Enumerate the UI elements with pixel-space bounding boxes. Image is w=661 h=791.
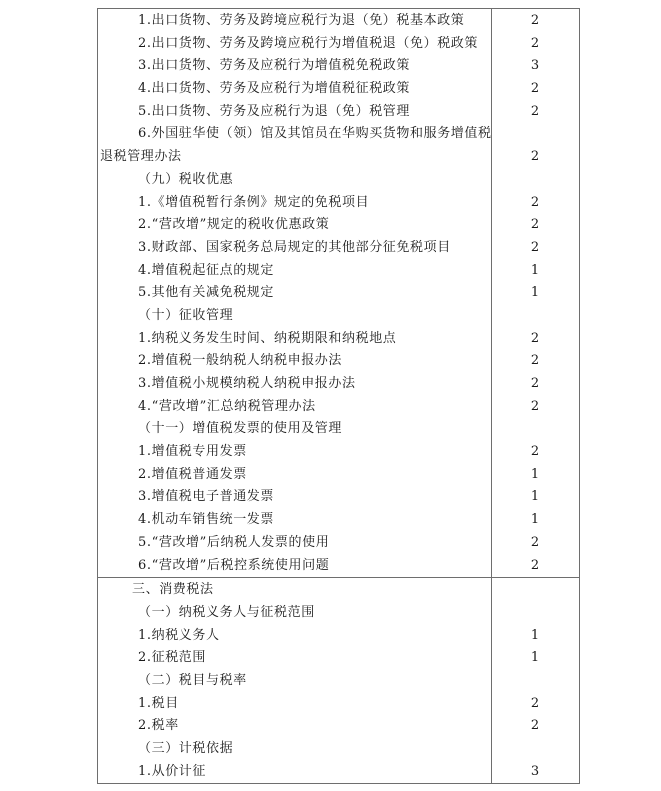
table-row [98, 464, 579, 487]
row-level: 1 [530, 650, 540, 666]
table-row [98, 305, 579, 328]
table-row [98, 555, 579, 578]
table-row [98, 10, 579, 33]
row-level: 3 [530, 58, 540, 74]
table-row [98, 101, 579, 124]
row-topic: 3.增值税电子普通发票 [138, 489, 275, 505]
row-topic: 3.增值税小规模纳税人纳税申报办法 [138, 376, 356, 391]
table-row [98, 78, 579, 101]
row-topic: 2.增值税一般纳税人纳税申报办法 [138, 353, 343, 369]
table-row [98, 647, 579, 670]
row-topic: 4.增值税起征点的规定 [138, 262, 275, 278]
table-row [98, 146, 579, 169]
row-level: 2 [530, 13, 540, 28]
row-topic: 1.出口货物、劳务及跨境应税行为退（免）税基本政策 [138, 13, 465, 28]
row-topic: （三）计税依据 [138, 741, 234, 756]
table-row [98, 579, 579, 602]
row-topic: 1.纳税义务人 [138, 627, 220, 643]
row-topic: （九）税收优惠 [138, 171, 234, 187]
row-level: 2 [530, 353, 540, 369]
row-level: 1 [530, 466, 540, 482]
row-level: 2 [530, 330, 540, 346]
row-level: 1 [530, 285, 540, 301]
row-topic: 1.从价计征 [138, 763, 207, 779]
row-level: 2 [530, 194, 540, 210]
row-topic: 2.税率 [138, 718, 179, 734]
table-row [98, 738, 579, 761]
row-level: 2 [530, 239, 540, 255]
table-row [98, 33, 579, 56]
row-level: 2 [530, 534, 540, 550]
table-row [98, 715, 579, 738]
row-level: 1 [530, 512, 540, 528]
table-row [98, 418, 579, 441]
table-row [98, 625, 579, 648]
table-block-vat [98, 9, 579, 577]
row-topic: （十一）增值税发票的使用及管理 [138, 421, 343, 437]
row-topic: 1.增值税专用发票 [138, 444, 247, 460]
row-level: 2 [530, 376, 540, 391]
row-topic: 三、消费税法 [132, 582, 214, 598]
row-level: 3 [530, 763, 540, 779]
row-topic: 2.增值税普通发票 [138, 466, 247, 482]
row-level: 1 [530, 489, 540, 505]
table-row [98, 214, 579, 237]
row-topic: 1.税目 [138, 695, 179, 711]
row-topic: 4.出口货物、劳务及应税行为增值税征税政策 [138, 81, 411, 97]
table-row [98, 237, 579, 260]
row-level: 2 [530, 81, 540, 97]
table-row [98, 260, 579, 283]
row-topic: （一）纳税义务人与征税范围 [138, 604, 315, 620]
syllabus-table [97, 8, 580, 784]
row-topic: 5.出口货物、劳务及应税行为退（免）税管理 [138, 103, 411, 119]
row-level: 2 [530, 398, 540, 414]
table-row [98, 169, 579, 192]
row-topic: 1.《增值税暂行条例》规定的免税项目 [138, 194, 370, 210]
row-level: 2 [530, 718, 540, 734]
row-topic: 1.纳税义务发生时间、纳税期限和纳税地点 [138, 330, 397, 346]
row-topic: 2.征税范围 [138, 650, 207, 666]
row-topic: （二）税目与税率 [138, 672, 247, 688]
table-row [98, 486, 579, 509]
row-level: 2 [530, 149, 540, 165]
table-row [98, 670, 579, 693]
table-row [98, 441, 579, 464]
row-topic: 2.“营改增”规定的税收优惠政策 [138, 217, 330, 233]
row-level: 2 [530, 103, 540, 119]
row-topic: 退税管理办法 [100, 149, 182, 165]
row-topic: 4.“营改增”汇总纳税管理办法 [138, 398, 316, 414]
table-row [98, 373, 579, 396]
row-level: 1 [530, 627, 540, 643]
table-row [98, 509, 579, 532]
table-row [98, 350, 579, 373]
row-level: 1 [530, 262, 540, 278]
row-topic: 3.财政部、国家税务总局规定的其他部分征免税项目 [138, 239, 451, 255]
row-topic: 2.出口货物、劳务及跨境应税行为增值税退（免）税政策 [138, 35, 479, 51]
row-topic: 6.外国驻华使（领）馆及其馆员在华购买货物和服务增值税 [138, 126, 492, 142]
table-row [98, 602, 579, 625]
table-row [98, 532, 579, 555]
table-row [98, 55, 579, 78]
table-row [98, 761, 579, 784]
row-topic: 5.“营改增”后纳税人发票的使用 [138, 534, 330, 550]
row-level: 2 [530, 444, 540, 460]
table-row [98, 282, 579, 305]
row-level: 2 [530, 695, 540, 711]
table-row [98, 123, 579, 146]
row-level: 2 [530, 35, 540, 51]
table-row [98, 396, 579, 419]
table-block-consumption-tax [98, 577, 579, 783]
row-topic: 3.出口货物、劳务及应税行为增值税免税政策 [138, 58, 411, 74]
table-row [98, 192, 579, 215]
table-row [98, 693, 579, 716]
row-topic: （十）征收管理 [138, 307, 234, 323]
row-topic: 4.机动车销售统一发票 [138, 512, 275, 528]
row-level: 2 [530, 217, 540, 233]
row-topic: 5.其他有关减免税规定 [138, 285, 275, 301]
table-row [98, 328, 579, 351]
row-topic: 6.“营改增”后税控系统使用问题 [138, 557, 330, 573]
row-level: 2 [530, 557, 540, 573]
